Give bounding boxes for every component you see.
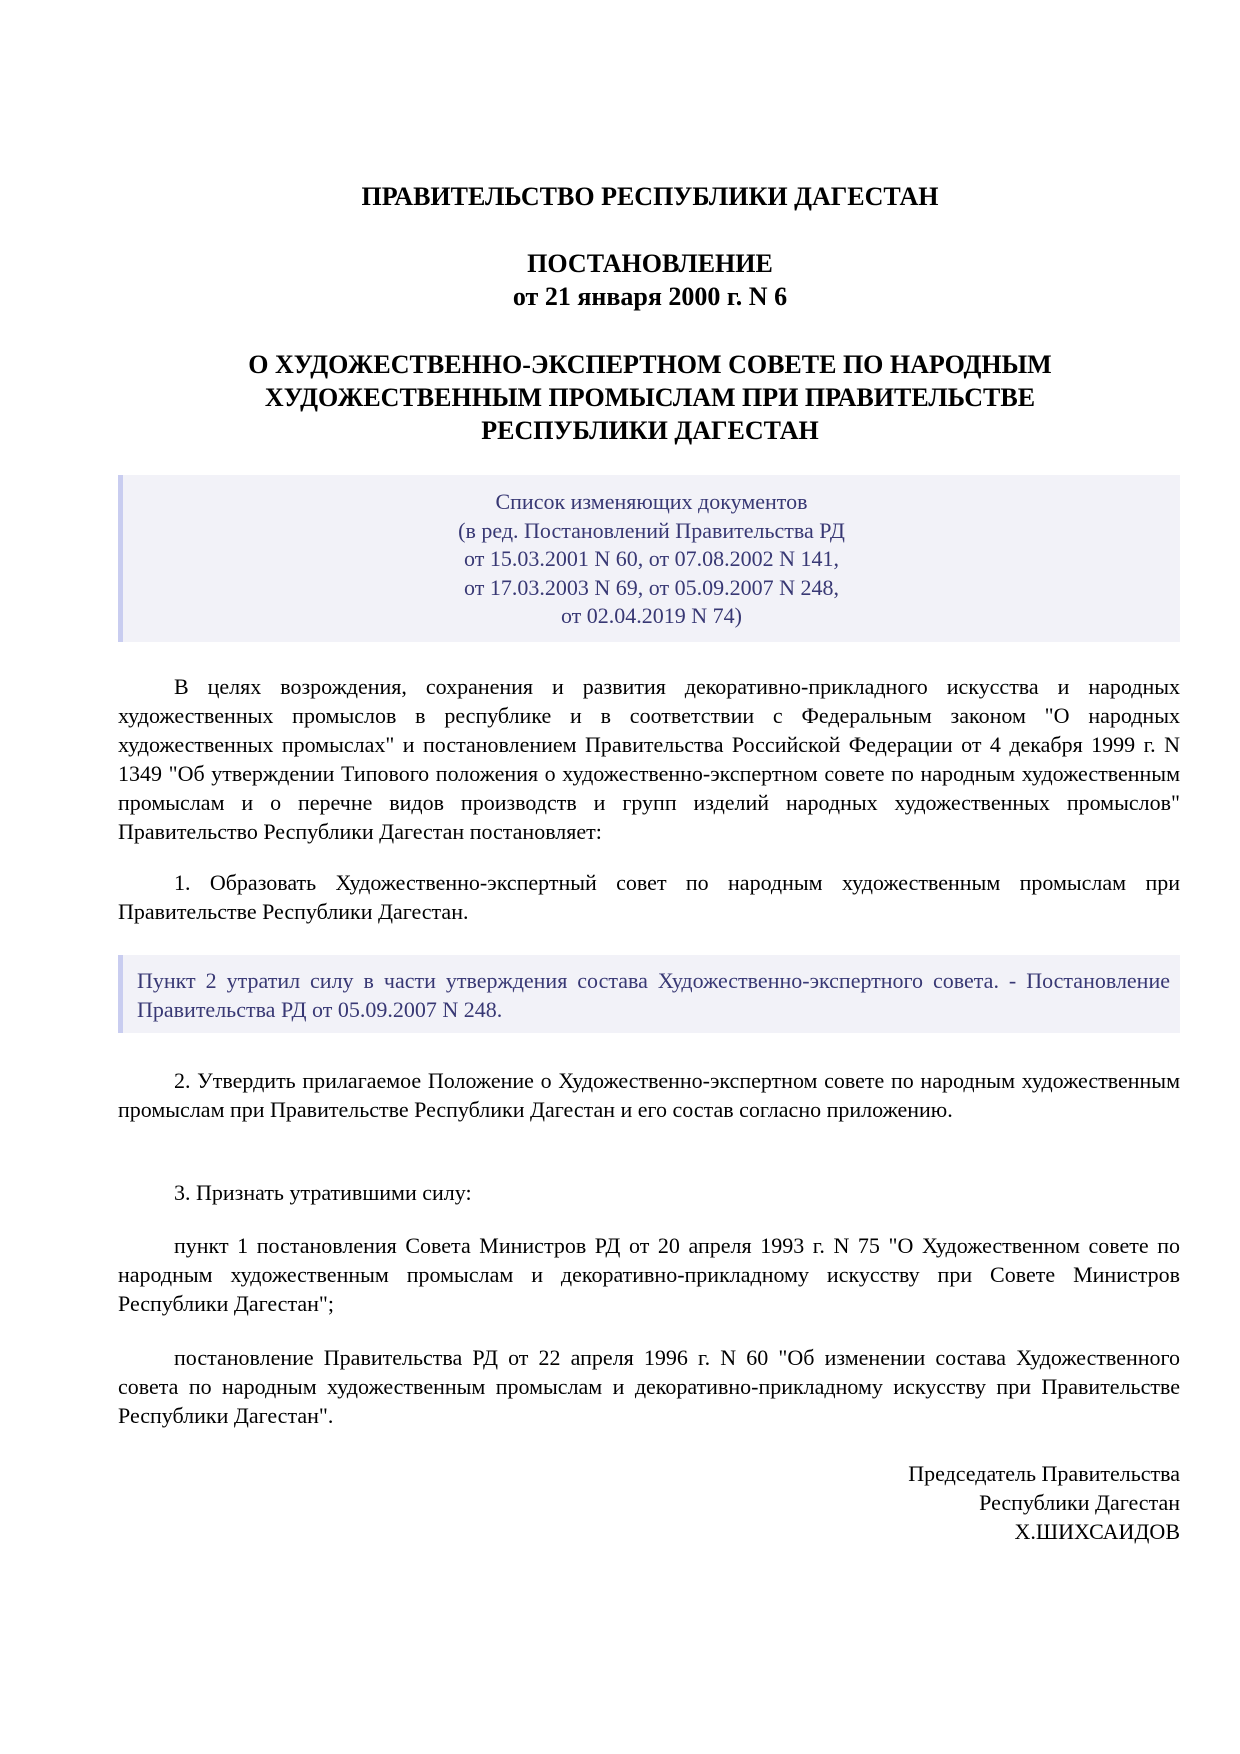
preamble-paragraph: В целях возрождения, сохранения и развития декоративно-прикладного искусства и народных художественных промыслов в республике и в соответствии с Федеральным законом "О народных художественных промыслах" и постановлением Правительства Российской Федерации от 4 декабря 1999 г. N 1349 "Об утверждении Типового положения о художественно-экспертном совете по народным художественным промыслам и о перечне видов производств и групп изделий народных художественных промыслов" Правительство Республики Дагестан постановляет:: [118, 674, 1180, 844]
signature-line: Республики Дагестан: [979, 1490, 1180, 1515]
doc-type: ПОСТАНОВЛЕНИЕ: [527, 249, 773, 278]
document-title: [0, 348, 1240, 447]
item-3: 3. Признать утратившими силу:: [174, 1180, 472, 1205]
signature-block: [908, 1459, 1180, 1546]
item-1: 1. Образовать Художественно-экспертный совет по народным художественным промыслам при Правительстве Республики Дагестан.: [118, 870, 1180, 924]
amendments-line: Список изменяющих документов: [495, 489, 808, 514]
amendments-line: от 02.04.2019 N 74): [560, 603, 743, 628]
note-box: Пункт 2 утратил силу в части утверждения состава Художественно-экспертного совета. - Постановление Правительства РД от 05.09.2007 N 248.: [118, 955, 1180, 1033]
signature-line: Председатель Правительства: [908, 1461, 1180, 1486]
document-type-heading: [0, 247, 1240, 313]
amendments-line: (в ред. Постановлений Правительства РД: [458, 517, 845, 543]
title-line: РЕСПУБЛИКИ ДАГЕСТАН: [481, 416, 819, 445]
amendments-line: от 17.03.2003 N 69, от 05.09.2007 N 248,: [464, 574, 839, 600]
repealed-item-2: постановление Правительства РД от 22 апреля 1996 г. N 60 "Об изменении состава Художественного совета по народным художественным промыслам и декоративно-прикладному искусству при Правительстве Республики Дагестан".: [118, 1345, 1180, 1428]
authority-heading: ПРАВИТЕЛЬСТВО РЕСПУБЛИКИ ДАГЕСТАН: [361, 182, 939, 211]
repealed-item-1: пункт 1 постановления Совета Министров РД от 20 апреля 1993 г. N 75 "О Художественном совете по народным художественным промыслам и декоративно-прикладному искусству при Совете Министров Республики Дагестан";: [118, 1233, 1180, 1316]
amendments-line: от 15.03.2001 N 60, от 07.08.2002 N 141,: [464, 546, 839, 571]
amendments-box: [118, 475, 1180, 642]
title-line: ХУДОЖЕСТВЕННЫМ ПРОМЫСЛАМ ПРИ ПРАВИТЕЛЬСТВЕ: [264, 383, 1036, 412]
signature-name: Х.ШИХСАИДОВ: [1014, 1519, 1180, 1544]
doc-date-number: от 21 января 2000 г. N 6: [512, 282, 788, 311]
item-2: 2. Утвердить прилагаемое Положение о Художественно-экспертном совете по народным художественным промыслам при Правительстве Республики Дагестан и его состав согласно приложению.: [118, 1068, 1180, 1122]
title-line: О ХУДОЖЕСТВЕННО-ЭКСПЕРТНОМ СОВЕТЕ ПО НАРОДНЫМ: [248, 350, 1052, 379]
